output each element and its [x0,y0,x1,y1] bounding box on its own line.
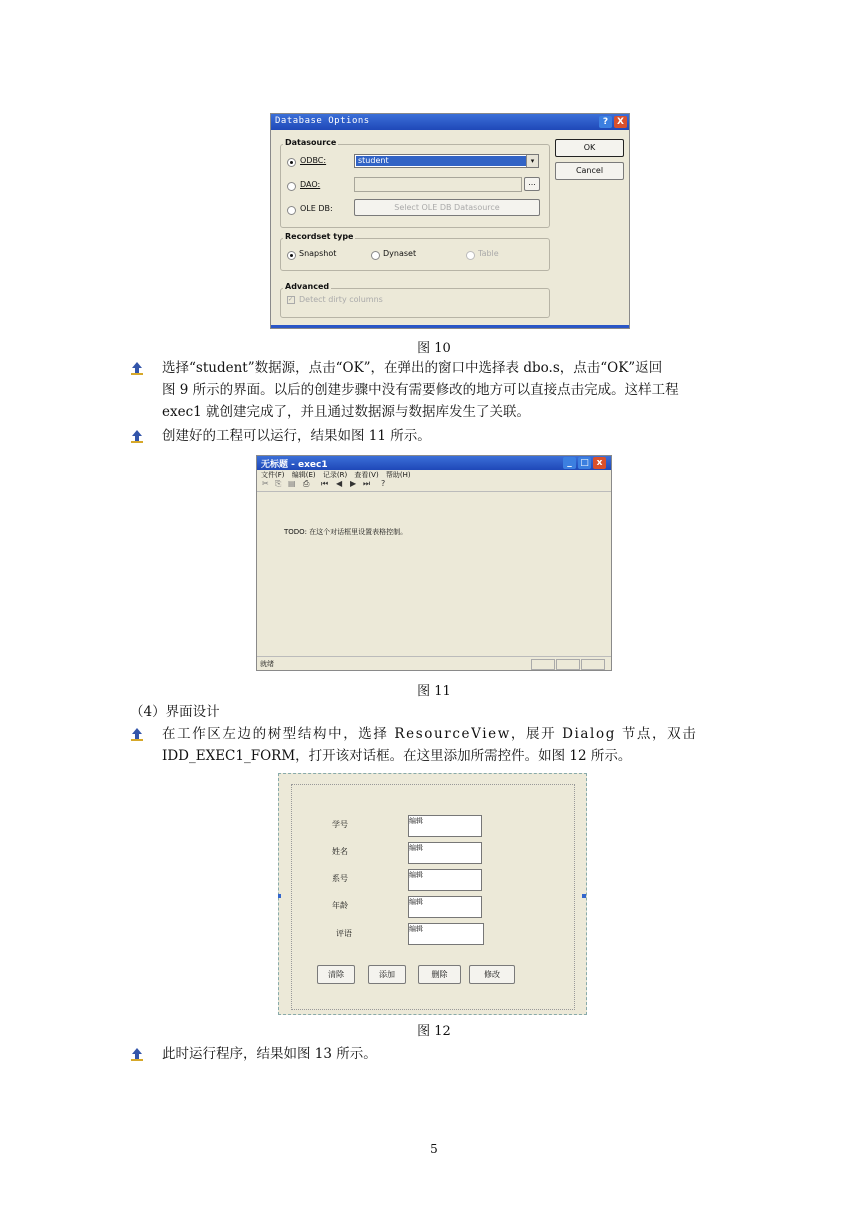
table-label: Table [478,249,499,258]
label-student-id: 学号 [332,820,348,829]
dialog-editor [278,773,587,1015]
oledb-label: OLE DB: [300,204,333,213]
odbc-radio[interactable] [287,158,296,167]
label-age: 年龄 [332,901,348,910]
last-record-icon[interactable]: ⏭ [363,479,371,488]
bullet-arrow-icon [130,429,144,443]
bullet-arrow-icon [130,727,144,741]
label-comment: 评语 [336,929,352,938]
chevron-down-icon[interactable]: ▾ [526,155,538,167]
edit-age[interactable] [408,896,482,918]
odbc-label: ODBC: [300,156,327,165]
datasource-group-title: Datasource [285,138,337,147]
status-pane [531,659,555,670]
paragraph-1-line-2: 图 9 所示的界面。以后的创建步骤中没有需要修改的地方可以直接点击完成。这样工程 [162,382,679,398]
dialog-titlebar [271,114,629,130]
dao-input[interactable] [354,177,522,192]
ok-button[interactable]: OK [555,139,624,157]
menu-file[interactable]: 文件(F) [261,471,285,479]
edit-placeholder: 编辑 [409,898,423,906]
edit-placeholder: 编辑 [409,844,423,852]
snapshot-radio[interactable] [287,251,296,260]
app-window [256,455,612,671]
odbc-selected-value: student [356,156,528,166]
figure-12-caption: 图 12 [417,1024,451,1039]
figure-10-caption: 图 10 [417,341,451,356]
clear-button[interactable]: 清除 [317,965,355,984]
minimize-icon[interactable]: _ [563,457,576,469]
menu-record[interactable]: 记录(R) [322,471,348,479]
select-oledb-button[interactable]: Select OLE DB Datasource [354,199,540,216]
figure-11-caption: 图 11 [417,684,451,699]
snapshot-label: Snapshot [299,249,337,258]
edit-department[interactable] [408,869,482,891]
paragraph-4: 此时运行程序，结果如图 13 所示。 [162,1046,377,1062]
next-record-icon[interactable]: ▶ [350,479,357,488]
edit-placeholder: 编辑 [409,817,423,825]
close-icon[interactable]: x [593,457,606,469]
status-pane [556,659,580,670]
resize-handle[interactable] [278,894,281,898]
toolbar [257,479,611,492]
label-name: 姓名 [332,847,348,856]
add-button[interactable]: 添加 [368,965,406,984]
app-titlebar [257,456,611,470]
dao-browse-button[interactable]: ... [524,177,540,191]
edit-placeholder: 编辑 [409,925,423,933]
prev-record-icon[interactable]: ◀ [336,479,343,488]
dao-radio[interactable] [287,182,296,191]
dialog-title: Database Options [275,116,370,126]
paste-icon[interactable]: ▤ [288,479,296,488]
resize-handle[interactable] [582,894,586,898]
copy-icon[interactable]: ⎘ [275,479,282,488]
app-title: 无标题 - exec1 [261,460,328,470]
maximize-icon[interactable]: □ [578,457,591,469]
dynaset-label: Dynaset [383,249,417,258]
status-text: 就绪 [260,660,274,668]
edit-student-id[interactable] [408,815,482,837]
database-options-dialog [270,113,630,329]
print-icon[interactable]: ⎙ [303,479,310,488]
status-bar [257,656,611,670]
advanced-group-title: Advanced [285,282,330,291]
status-pane [581,659,605,670]
label-department: 系号 [332,874,348,883]
page-number: 5 [430,1142,438,1156]
menu-edit[interactable]: 编辑(E) [291,471,316,479]
paragraph-3-line-1: 在工作区左边的树型结构中，选择 ResourceView，展开 Dialog 节点，双击 [162,726,698,742]
section-heading: （4）界面设计 [130,704,220,720]
paragraph-1-line-1: 选择“student”数据源，点击“OK”，在弹出的窗口中选择表 dbo.s，点击“OK”返回 [162,360,663,376]
help-button[interactable]: ? [599,116,612,128]
edit-placeholder: 编辑 [409,871,423,879]
cut-icon[interactable]: ✂ [262,479,269,488]
todo-text: TODO: 在这个对话框里设置表格控制。 [284,528,408,536]
paragraph-3-line-2: IDD_EXEC1_FORM，打开该对话框。在这里添加所需控件。如图 12 所示。 [162,748,632,764]
menu-view[interactable]: 查看(V) [354,471,379,479]
menu-help[interactable]: 帮助(H) [385,471,411,479]
dialog-bottom-border [271,325,629,328]
cancel-button[interactable]: Cancel [555,162,624,180]
oledb-radio[interactable] [287,206,296,215]
paragraph-2: 创建好的工程可以运行，结果如图 11 所示。 [162,428,431,444]
table-radio[interactable] [466,251,475,260]
help-about-icon[interactable]: ? [381,479,386,488]
modify-button[interactable]: 修改 [469,965,515,984]
odbc-select[interactable] [354,154,539,168]
first-record-icon[interactable]: ⏮ [321,479,329,488]
close-icon[interactable]: X [614,116,627,128]
paragraph-1-line-3: exec1 就创建完成了，并且通过数据源与数据库发生了关联。 [162,404,531,420]
bullet-arrow-icon [130,1047,144,1061]
dynaset-radio[interactable] [371,251,380,260]
dao-label: DAO: [300,180,321,189]
edit-comment[interactable] [408,923,484,945]
detect-dirty-label: Detect dirty columns [299,295,383,304]
delete-button[interactable]: 删除 [418,965,461,984]
bullet-arrow-icon [130,361,144,375]
detect-dirty-checkbox[interactable]: ✓ [288,296,294,303]
edit-name[interactable] [408,842,482,864]
recordset-group-title: Recordset type [285,232,354,241]
